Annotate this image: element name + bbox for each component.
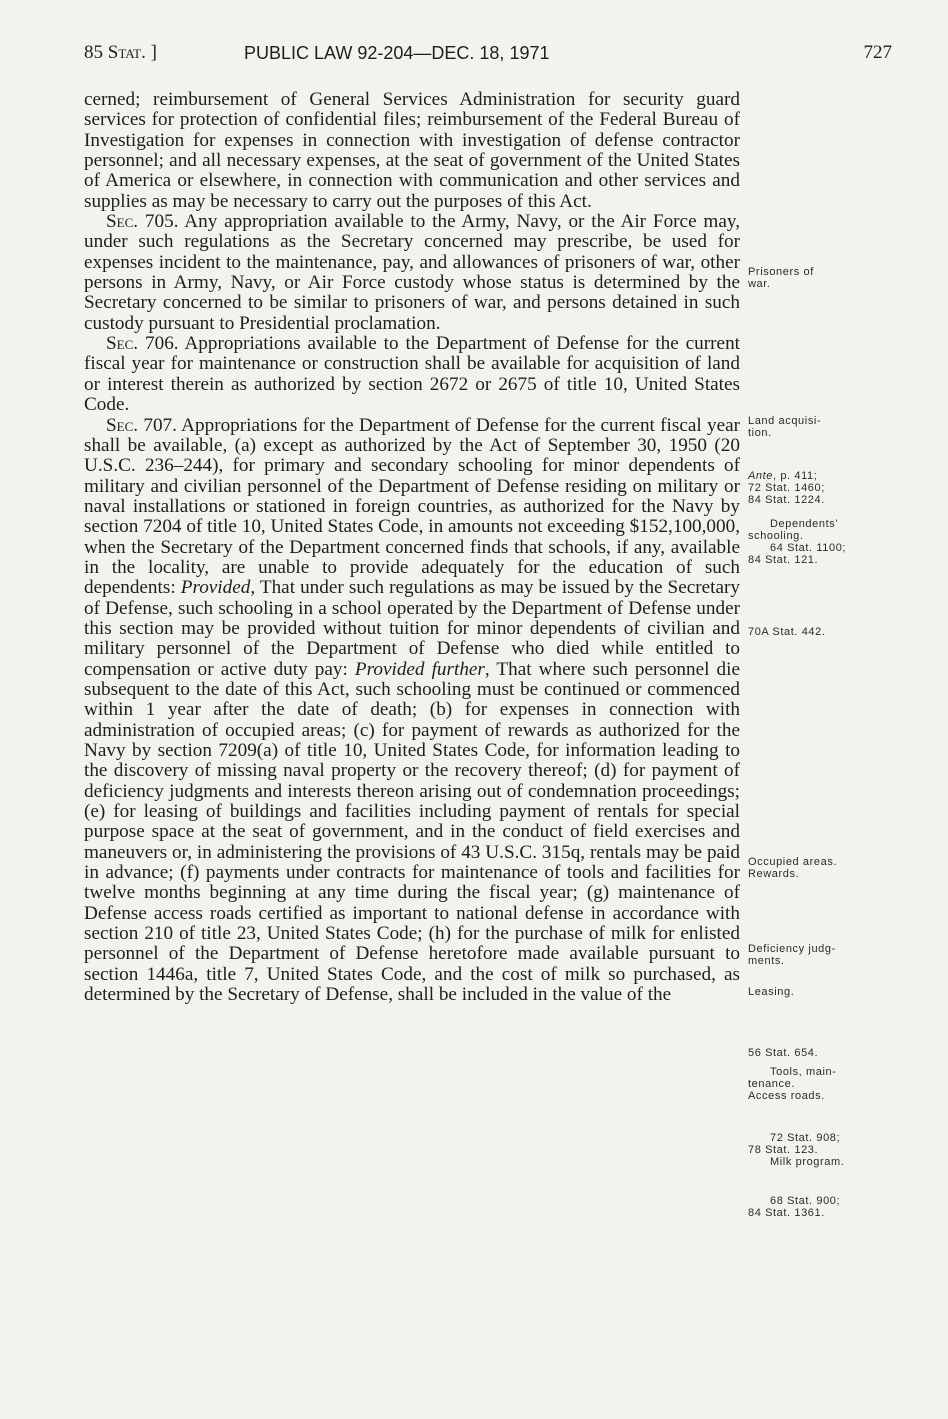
margin-note-line: 70A Stat. 442. — [748, 626, 826, 638]
margin-note-line: 84 Stat. 1224. — [748, 494, 825, 506]
margin-note-prisoners-of-war — [748, 266, 878, 290]
section-label: Sec. — [106, 211, 139, 233]
margin-note-occupied-areas — [748, 856, 878, 880]
margin-note-line: Prisoners of — [748, 266, 814, 278]
page-number: 727 — [863, 42, 892, 63]
margin-note-line: ments. — [748, 955, 785, 967]
margin-note-line: 84 Stat. 121. — [748, 554, 819, 566]
margin-note-line: tion. — [748, 427, 772, 439]
margin-note-line: 72 Stat. 908; — [770, 1132, 841, 1144]
proviso-italic: Provided further — [354, 658, 485, 680]
margin-note-line: Access roads. — [748, 1090, 825, 1102]
margin-note-68-stat-900 — [748, 1195, 878, 1219]
margin-note-line: war. — [748, 278, 771, 290]
margin-note-line: Land acquisi- — [748, 415, 822, 427]
margin-note-line: 72 Stat. 1460; — [748, 482, 825, 494]
section-label: Sec. — [106, 333, 139, 355]
margin-note-line: 68 Stat. 900; — [770, 1195, 841, 1207]
proviso-italic: Provided — [180, 577, 251, 599]
text-run: 705. Any appropriation available to the Army, Navy, or the Air Force may, under such regulations as the Secretary concerned may prescribe, be used for expenses incident to the maintenance, pay, and allowances of prisoners of war, other persons in Army, Navy, or Air Force custody whose status is determined by the Secretary concerned to be similar to prisoners of war, and persons detained in such custody pursuant to Presidential proclamation. — [84, 211, 740, 334]
margin-note-line: Leasing. — [748, 986, 795, 998]
margin-note-line: tenance. — [748, 1078, 796, 1090]
margin-note-line: 84 Stat. 1361. — [748, 1207, 825, 1219]
margin-note-line: Dependents' — [770, 518, 839, 530]
margin-note-line: 56 Stat. 654. — [748, 1047, 819, 1059]
margin-note-line: Deficiency judg- — [748, 943, 836, 955]
margin-note-ante-p411 — [748, 470, 878, 506]
margin-note-line: 78 Stat. 123. — [748, 1144, 819, 1156]
text-run: 707. Appropriations for the Department of Defense for the current fiscal year shall be available, (a) except as authorized by the Act of September 30, 1950 (20 U.S.C. 236–244), for primary and secondary schooling for minor dependents of military and civilian personnel of the Department of Defense residing on military or naval installations or stationed in foreign countries, as authorized for the Navy by section 7204 of title 10, United States Code, in amounts not exceeding $152,100,000, when the Secretary of the Department concerned finds that schools, if any, available in the locality, are unable to provide adequately for the education of such dependents: — [84, 414, 741, 599]
margin-note-line: 64 Stat. 1100; — [770, 542, 847, 554]
margin-note-leasing — [748, 986, 878, 998]
text-run: 706. Appropriations available to the Department of Defense for the current fiscal year for maintenance or construction shall be available for acquisition of land or interest therein as authorized by section 2672 or 2675 of title 10, United States Code. — [84, 333, 740, 416]
margin-note-56-stat-654 — [748, 1047, 878, 1059]
margin-note-line: Occupied areas. — [748, 856, 838, 868]
margin-note-line: Rewards. — [748, 868, 800, 880]
margin-note-line: Ante, p. 411; — [748, 470, 818, 482]
margin-note-land-acquisition — [748, 415, 878, 439]
margin-note-deficiency-judgments — [748, 943, 878, 967]
text-run: , That where such personnel die subsequent to the date of this Act, such schooling must be continued or commenced within 1 year after the date of death; (b) for expenses in connection with administration of occupied areas; (c) for payment of rewards as authorized for the Navy by section 7209(a) of title 10, United States Code, for information leading to the discovery of missing naval property or the recovery thereof; (d) for payment of deficiency judgments and interests thereon arising out of condemnation proceedings; (e) for leasing of buildings and facilities including payment of rentals for special purpose space at the seat of government, and in the conduct of field exercises and maneuvers or, in administering the provisions of 43 U.S.C. 315q, rentals may be paid in advance; (f) payments under contracts for maintenance of tools and facilities for twelve months beginning at any time during the fiscal year; (g) maintenance of Defense access roads certified as important to national defense in accordance with section 210 of title 23, United States Code; (h) for the purchase of milk for enlisted personnel of the Department of Defense heretofore made available pursuant to section 1446a, title 7, United States Code, and the cost of milk so purchased, as determined by the Secretary of Defense, shall be included in the value of the — [84, 658, 740, 1006]
text-run: , That under such regulations as may be issued by the Secretary of Defense, such schooling in a school operated by the Department of Defense under this section may be provided without tuition for minor dependents of civilian and military personnel of the Department of Defense who died while entitled to compensation or active duty pay: — [84, 577, 740, 680]
margin-note-dependents-schooling — [748, 518, 878, 566]
margin-note-tools-maintenance — [748, 1066, 878, 1102]
law-title: PUBLIC LAW 92-204—DEC. 18, 1971 — [244, 43, 550, 63]
statute-volume: 85 Stat. ] — [84, 42, 157, 63]
margin-note-line: schooling. — [748, 530, 804, 542]
margin-note-70a-stat-442 — [748, 626, 878, 638]
margin-note-line: Tools, main- — [770, 1066, 837, 1078]
section-label: Sec. — [106, 414, 139, 436]
margin-note-line: Milk program. — [770, 1156, 845, 1168]
text-run: cerned; reimbursement of General Services Administration for security guard services for protection of confidential files; reimbursement of the Federal Bureau of Investigation for expenses in connection with investigation of defense contractor personnel; and all necessary expenses, at the seat of government of the United States of America or elsewhere, in connection with communication and other services and supplies as may be necessary to carry out the purposes of this Act. — [84, 89, 740, 212]
margin-note-milk-program — [748, 1132, 878, 1168]
